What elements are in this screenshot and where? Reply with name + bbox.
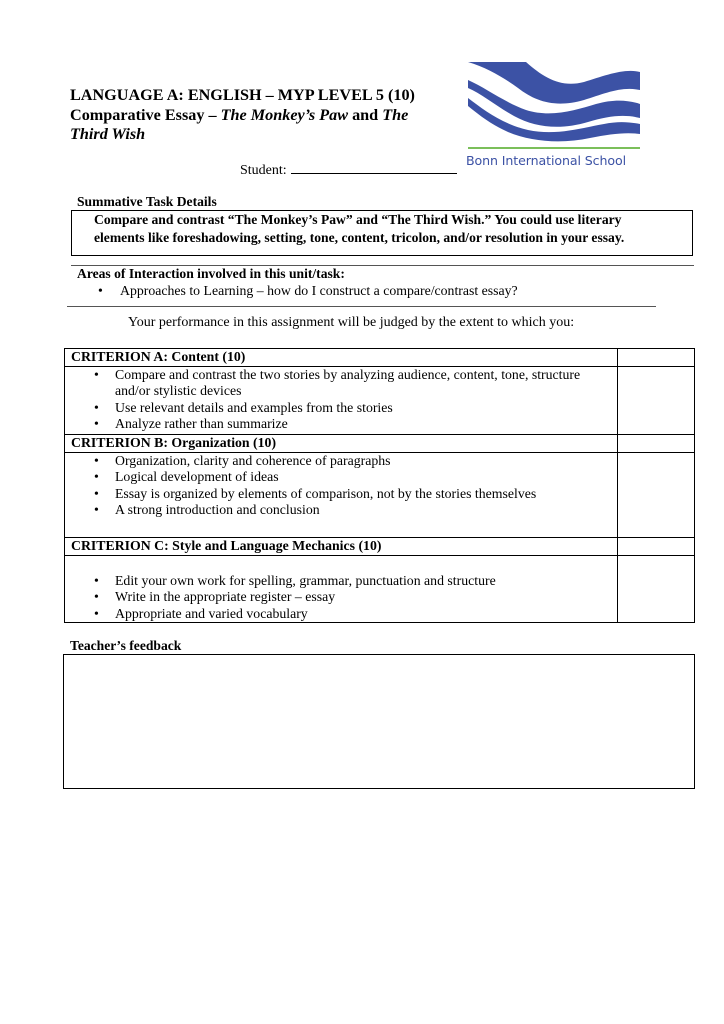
list-item: • Logical development of ideas [115,469,617,485]
student-name-blank[interactable] [291,160,457,174]
criterion-b-body-row [65,453,695,538]
criterion-b-score-cell[interactable] [618,435,695,453]
title-line-1: LANGUAGE A: ENGLISH – MYP LEVEL 5 (10) [70,86,415,104]
student-label: Student: [240,163,287,178]
criterion-b-header-row [65,435,695,453]
criterion-c-body-row [65,556,695,623]
criterion-c-title: CRITERION C: Style and Language Mechanics (10) [65,538,618,556]
criterion-b-descriptors [65,453,618,538]
title-line-2 [70,106,460,126]
document-title [70,86,460,145]
criterion-a-body-row [65,367,695,435]
divider-bottom [67,306,656,307]
criterion-b-title: CRITERION B: Organization (10) [65,435,618,453]
assessment-intro: Your performance in this assignment will be judged by the extent to which you: [128,315,575,330]
list-item: • A strong introduction and conclusion [115,502,617,518]
task-text-line-1: Compare and contrast “The Monkey’s Paw” and “The Third Wish.” You could use literary [94,212,622,227]
bonn-international-school-logo-icon [466,58,642,150]
criterion-a-score-body[interactable] [618,367,695,435]
criterion-c-score-body[interactable] [618,556,695,623]
title-story-2-part-2: Third Wish [70,125,146,143]
list-item: • Use relevant details and examples from the stories [115,400,617,416]
aoi-heading: Areas of Interaction involved in this unit/task: [77,266,345,281]
title-prefix: Comparative Essay – [70,105,221,124]
title-story-1: The Monkey’s Paw [220,105,349,124]
summative-task-text [94,211,684,246]
bullet-icon: • [98,283,103,298]
list-item: • Edit your own work for spelling, grammar, punctuation and structure [115,573,617,589]
school-logo [466,58,642,176]
aoi-list-item [98,283,518,299]
criterion-c-header-row [65,538,695,556]
criterion-a-header-row [65,349,695,367]
task-text-line-2: elements like foreshadowing, setting, tone, content, tricolon, and/or resolution in your essay. [94,229,625,245]
criterion-a-title: CRITERION A: Content (10) [65,349,618,367]
list-item: • Essay is organized by elements of comparison, not by the stories themselves [115,486,617,502]
list-item: • Appropriate and varied vocabulary [115,606,617,622]
criterion-b-score-body[interactable] [618,453,695,538]
criterion-a-score-cell[interactable] [618,349,695,367]
feedback-box[interactable] [63,654,695,789]
criterion-c-score-cell[interactable] [618,538,695,556]
list-item: • Write in the appropriate register – essay [115,589,617,605]
feedback-label: Teacher’s feedback [70,638,182,653]
list-item: • Analyze rather than summarize [115,416,617,432]
criterion-c-descriptors [65,556,618,623]
list-item: • Compare and contrast the two stories by analyzing audience, content, tone, structure and/or stylistic devices [115,367,617,400]
summative-task-heading: Summative Task Details [77,194,217,209]
criteria-table [64,348,695,623]
student-field [240,160,457,179]
title-line-3 [70,125,460,145]
criterion-a-descriptors [65,367,618,435]
aoi-item-text: Approaches to Learning – how do I construct a compare/contrast essay? [120,283,518,298]
logo-text: Bonn International School [466,153,627,168]
list-item: • Organization, clarity and coherence of paragraphs [115,453,617,469]
title-conjunction: and [348,105,383,124]
title-story-2-part-1: The [382,105,409,124]
